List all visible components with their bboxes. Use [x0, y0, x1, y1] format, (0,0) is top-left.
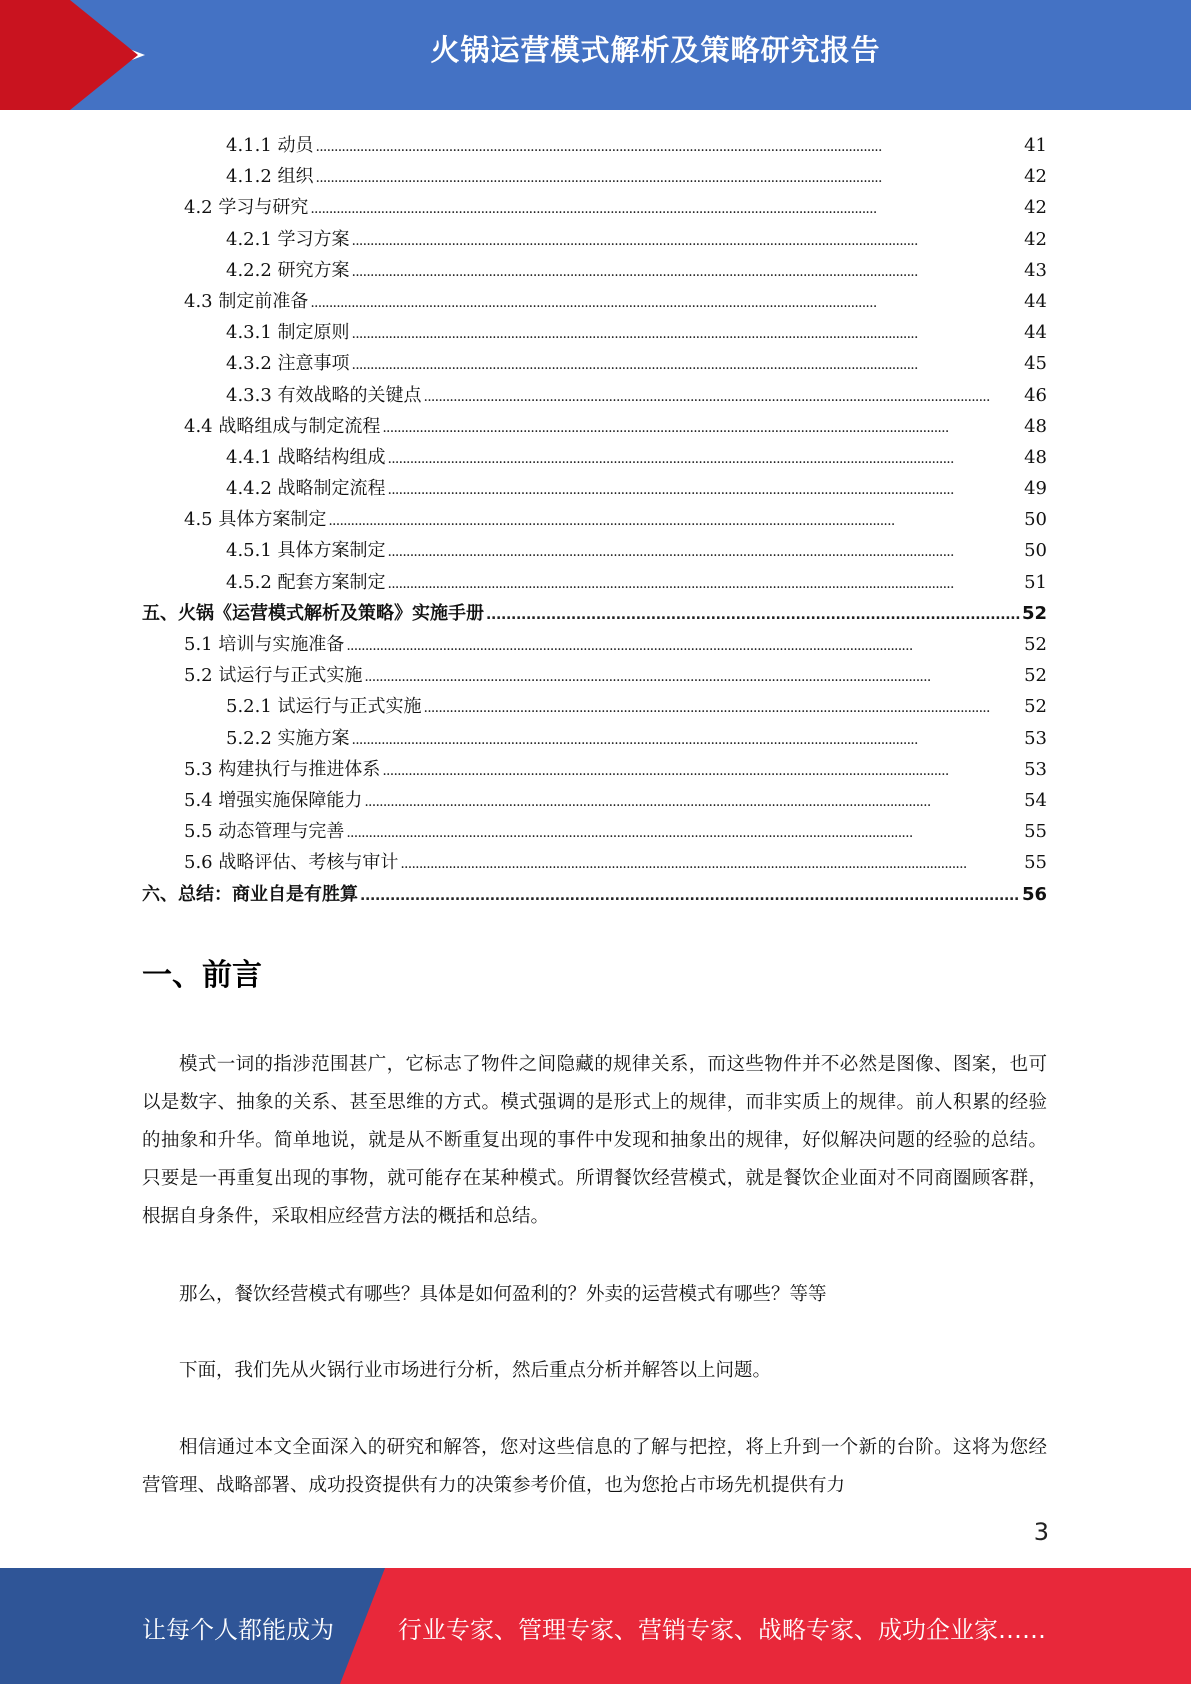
- toc-entry-label: 5.4 增强实施保障能力: [184, 789, 363, 811]
- paragraph-4: [142, 1429, 1047, 1505]
- toc-leader-dots: [382, 411, 1022, 442]
- toc-leader-dots: [400, 847, 1022, 878]
- paragraph-3: [142, 1352, 1047, 1390]
- toc-entry-page: 44: [1024, 290, 1047, 312]
- toc-entry[interactable]: [142, 691, 1047, 722]
- toc-entry-page: 43: [1024, 259, 1047, 281]
- toc-leader-dots: [424, 691, 1023, 722]
- toc-leader-dots: [388, 473, 1023, 504]
- toc-entry-label: 4.4.2 战略制定流程: [226, 478, 386, 500]
- toc-entry[interactable]: [142, 286, 1047, 317]
- toc-entry[interactable]: [142, 879, 1047, 910]
- paragraph-text: 相信通过本文全面深入的研究和解答，您对这些信息的了解与把控，将上升到一个新的台阶。这将为您经营管理、战略部署、成功投资提供有力的决策参考价值，也为您抢占市场先机提供有力: [142, 1437, 1047, 1496]
- toc-entry-label: 4.5.2 配套方案制定: [226, 571, 386, 593]
- toc-entry-page: 55: [1024, 821, 1047, 843]
- toc-entry-page: 51: [1024, 571, 1047, 593]
- toc-entry[interactable]: [142, 380, 1047, 411]
- toc-entry-page: 49: [1024, 478, 1047, 500]
- toc-entry-page: 55: [1024, 852, 1047, 874]
- toc-entry-label: 4.2 学习与研究: [184, 197, 309, 219]
- toc-entry[interactable]: [142, 130, 1047, 161]
- paragraph-1: [142, 1046, 1047, 1236]
- toc-entry[interactable]: [142, 317, 1047, 348]
- toc-entry-page: 42: [1024, 166, 1047, 188]
- toc-leader-dots: [382, 754, 1022, 785]
- toc-leader-dots: [352, 348, 1023, 379]
- toc-entry[interactable]: [142, 816, 1047, 847]
- toc-entry[interactable]: [142, 504, 1047, 535]
- header-red-arrow: [70, 0, 138, 110]
- toc-entry[interactable]: [142, 567, 1047, 598]
- toc-leader-dots: [346, 816, 1022, 847]
- toc-entry-label: 4.3.2 注意事项: [226, 353, 350, 375]
- toc-entry-page: 42: [1024, 197, 1047, 219]
- report-title: 火锅运营模式解析及策略研究报告: [430, 33, 881, 67]
- toc-entry[interactable]: [142, 535, 1047, 566]
- toc-entry-label: 4.4.1 战略结构组成: [226, 446, 386, 468]
- toc-entry-label: 4.4 战略组成与制定流程: [184, 415, 381, 437]
- toc-leader-dots: [388, 442, 1023, 473]
- toc-entry-page: 52: [1024, 696, 1047, 718]
- toc-leader-dots: [316, 130, 1023, 161]
- toc-entry-page: 50: [1024, 540, 1047, 562]
- toc-entry-page: 44: [1024, 322, 1047, 344]
- paragraph-text: 那么，餐饮经营模式有哪些？具体是如何盈利的？外卖的运营模式有哪些？等等: [179, 1284, 827, 1305]
- toc-leader-dots: [364, 785, 1022, 816]
- table-of-contents: [142, 130, 1047, 910]
- toc-entry-label: 5.2.1 试运行与正式实施: [226, 696, 422, 718]
- toc-entry[interactable]: [142, 473, 1047, 504]
- toc-leader-dots: [352, 723, 1023, 754]
- footer-slogan-left: 让每个人都能成为: [142, 1616, 334, 1644]
- toc-entry-label: 4.3.1 制定原则: [226, 322, 350, 344]
- toc-entry[interactable]: [142, 442, 1047, 473]
- toc-entry[interactable]: [142, 192, 1047, 223]
- toc-entry-label: 4.2.1 学习方案: [226, 228, 350, 250]
- toc-entry-page: 42: [1024, 228, 1047, 250]
- toc-entry[interactable]: [142, 598, 1047, 629]
- toc-entry[interactable]: [142, 785, 1047, 816]
- toc-leader-dots: [364, 660, 1022, 691]
- toc-leader-dots: [360, 879, 1020, 910]
- toc-leader-dots: [352, 224, 1023, 255]
- toc-leader-dots: [388, 567, 1023, 598]
- toc-leader-dots: [328, 504, 1022, 535]
- toc-leader-dots: [310, 286, 1022, 317]
- toc-entry-label: 4.1.2 组织: [226, 166, 314, 188]
- toc-entry-page: 53: [1024, 758, 1047, 780]
- toc-leader-dots: [486, 598, 1020, 629]
- page-number: 3: [1033, 1518, 1049, 1546]
- toc-entry-page: 48: [1024, 446, 1047, 468]
- toc-entry-label: 4.2.2 研究方案: [226, 259, 350, 281]
- toc-entry-page: 52: [1021, 602, 1047, 624]
- toc-entry-page: 54: [1024, 789, 1047, 811]
- toc-entry[interactable]: [142, 754, 1047, 785]
- toc-entry[interactable]: [142, 629, 1047, 660]
- toc-entry-label: 5.1 培训与实施准备: [184, 634, 345, 655]
- toc-entry-label: 5.2 试运行与正式实施: [184, 665, 363, 687]
- paragraph-text: 下面，我们先从火锅行业市场进行分析，然后重点分析并解答以上问题。: [179, 1360, 772, 1381]
- toc-entry[interactable]: [142, 847, 1047, 878]
- toc-entry-label: 4.5.1 具体方案制定: [226, 540, 386, 562]
- toc-leader-dots: [316, 161, 1023, 192]
- toc-entry[interactable]: [142, 723, 1047, 754]
- toc-entry-page: 50: [1024, 509, 1047, 531]
- section-heading: 一、前言: [142, 958, 262, 993]
- footer-slogan-right: 行业专家、管理专家、营销专家、战略专家、成功企业家……: [398, 1616, 1046, 1644]
- toc-entry-label: 4.5 具体方案制定: [184, 509, 327, 531]
- toc-entry-label: 5.2.2 实施方案: [226, 727, 350, 749]
- toc-entry-label: 4.3.3 有效战略的关键点: [226, 384, 422, 406]
- toc-entry-page: 56: [1021, 883, 1047, 905]
- toc-leader-dots: [346, 629, 1022, 660]
- paragraph-text: 模式一词的指涉范围甚广，它标志了物件之间隐藏的规律关系，而这些物件并不必然是图像、图案，也可以是数字、抽象的关系、甚至思维的方式。模式强调的是形式上的规律，而非实质上的规律。前人积累的经验的抽象和升华。简单地说，就是从不断重复出现的事件中发现和抽象出的规律，好似解决问题的经验的总结。只要是一再重复出现的事物，就可能存在某种模式。所谓餐饮经营模式，就是餐饮企业面对不同商圈顾客群，根据自身条件，采取相应经营方法的概括和总结。: [142, 1054, 1047, 1227]
- page-footer: [0, 1568, 1191, 1684]
- toc-entry-label: 5.3 构建执行与推进体系: [184, 758, 381, 780]
- toc-entry-label: 4.3 制定前准备: [184, 290, 309, 312]
- toc-leader-dots: [352, 255, 1023, 286]
- toc-entry[interactable]: [142, 660, 1047, 691]
- toc-entry[interactable]: [142, 348, 1047, 379]
- toc-entry-page: 48: [1024, 415, 1047, 437]
- paragraph-2: [142, 1276, 1047, 1314]
- toc-entry-label: 4.1.1 动员: [226, 135, 314, 156]
- toc-entry-page: 53: [1024, 727, 1047, 749]
- page-header: [0, 0, 1191, 110]
- toc-entry-page: 41: [1024, 135, 1047, 156]
- toc-leader-dots: [352, 317, 1023, 348]
- toc-entry-label: 5.5 动态管理与完善: [184, 821, 345, 843]
- toc-leader-dots: [424, 380, 1023, 411]
- toc-entry-label: 五、火锅《运营模式解析及策略》实施手册: [142, 602, 484, 624]
- toc-entry-label: 六、总结：商业自是有胜算: [142, 883, 358, 905]
- toc-leader-dots: [310, 192, 1022, 223]
- toc-leader-dots: [388, 535, 1023, 566]
- toc-entry[interactable]: [142, 161, 1047, 192]
- toc-entry[interactable]: [142, 224, 1047, 255]
- toc-entry[interactable]: [142, 411, 1047, 442]
- toc-entry-label: 5.6 战略评估、考核与审计: [184, 852, 399, 874]
- toc-entry-page: 45: [1024, 353, 1047, 375]
- toc-entry-page: 46: [1024, 384, 1047, 406]
- toc-entry-page: 52: [1024, 665, 1047, 687]
- header-red-block: [0, 0, 70, 110]
- toc-entry[interactable]: [142, 255, 1047, 286]
- toc-entry-page: 52: [1024, 634, 1047, 655]
